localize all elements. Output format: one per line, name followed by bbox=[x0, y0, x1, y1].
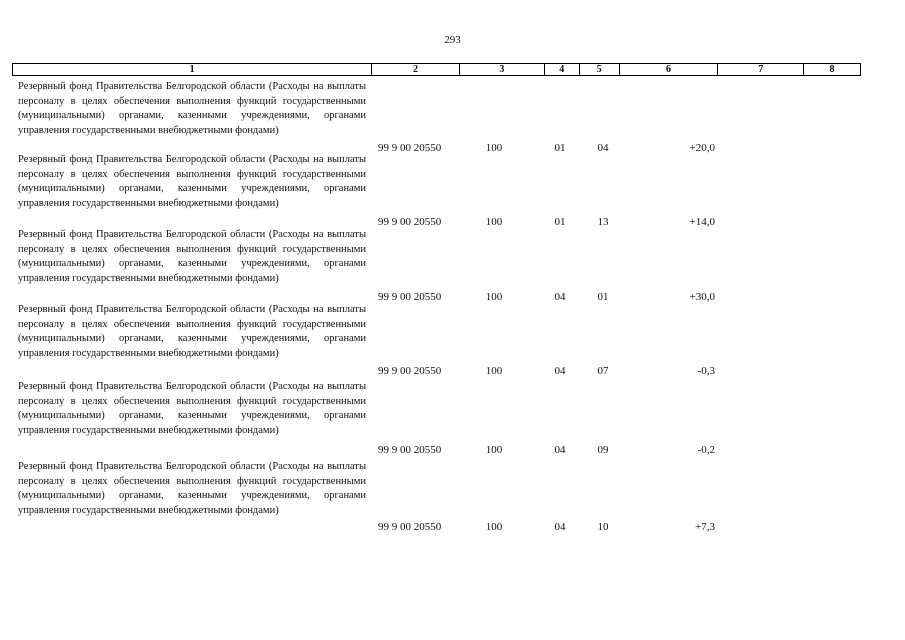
row-description: Резервный фонд Правительства Белгородской области (Расходы на выплаты персоналу в целях обеспечения выполнения функций государственными (муниципальными) органами, казенными учреждениями, органами управления государственными внебюджетными фондами) bbox=[18, 229, 366, 284]
header-col-7: 7 bbox=[718, 64, 804, 75]
row-target-code: 99 9 00 20550 bbox=[378, 444, 442, 456]
row-sum: +14,0 bbox=[689, 216, 715, 228]
row-subsection: 10 bbox=[597, 521, 609, 533]
row-description: Резервный фонд Правительства Белгородской области (Расходы на выплаты персоналу в целях обеспечения выполнения функций государственными (муниципальными) органами, казенными учреждениями, органами управления государственными внебюджетными фондами) bbox=[18, 461, 366, 516]
row-subsection: 09 bbox=[597, 444, 609, 456]
row-target-code: 99 9 00 20550 bbox=[378, 521, 442, 533]
header-col-8: 8 bbox=[829, 64, 835, 75]
header-col-4: 4 bbox=[545, 64, 580, 75]
row-section: 01 bbox=[554, 216, 566, 228]
row-expense-type: 100 bbox=[485, 365, 503, 377]
row-expense-type: 100 bbox=[485, 216, 503, 228]
header-col-2: 2 bbox=[372, 64, 460, 75]
row-section: 04 bbox=[554, 444, 566, 456]
row-sum: +30,0 bbox=[689, 291, 715, 303]
row-sum: +7,3 bbox=[695, 521, 715, 533]
row-section: 04 bbox=[554, 521, 566, 533]
row-sum: -0,3 bbox=[697, 365, 715, 377]
row-target-code: 99 9 00 20550 bbox=[378, 365, 442, 377]
row-subsection: 04 bbox=[597, 142, 609, 154]
row-section: 01 bbox=[554, 142, 566, 154]
row-description: Резервный фонд Правительства Белгородской области (Расходы на выплаты персоналу в целях обеспечения выполнения функций государственными (муниципальными) органами, казенными учреждениями, органами управления государственными внебюджетными фондами) bbox=[18, 81, 366, 136]
table-header bbox=[12, 63, 861, 76]
row-expense-type: 100 bbox=[485, 444, 503, 456]
row-description: Резервный фонд Правительства Белгородской области (Расходы на выплаты персоналу в целях обеспечения выполнения функций государственными (муниципальными) органами, казенными учреждениями, органами управления государственными внебюджетными фондами) bbox=[18, 381, 366, 436]
row-expense-type: 100 bbox=[485, 291, 503, 303]
row-subsection: 01 bbox=[597, 291, 609, 303]
row-target-code: 99 9 00 20550 bbox=[378, 291, 442, 303]
header-col-1: 1 bbox=[13, 64, 372, 75]
row-description: Резервный фонд Правительства Белгородской области (Расходы на выплаты персоналу в целях обеспечения выполнения функций государственными (муниципальными) органами, казенными учреждениями, органами управления государственными внебюджетными фондами) bbox=[18, 304, 366, 359]
row-sum: -0,2 bbox=[697, 444, 715, 456]
header-col-6: 6 bbox=[620, 64, 719, 75]
row-sum: +20,0 bbox=[689, 142, 715, 154]
row-target-code: 99 9 00 20550 bbox=[378, 216, 442, 228]
row-expense-type: 100 bbox=[485, 142, 503, 154]
row-description: Резервный фонд Правительства Белгородской области (Расходы на выплаты персоналу в целях обеспечения выполнения функций государственными (муниципальными) органами, казенными учреждениями, органами управления государственными внебюджетными фондами) bbox=[18, 154, 366, 209]
header-col-3: 3 bbox=[460, 64, 545, 75]
row-subsection: 07 bbox=[597, 365, 609, 377]
header-col-5: 5 bbox=[580, 64, 620, 75]
row-section: 04 bbox=[554, 291, 566, 303]
row-section: 04 bbox=[554, 365, 566, 377]
row-expense-type: 100 bbox=[485, 521, 503, 533]
row-subsection: 13 bbox=[597, 216, 609, 228]
page-number: 293 bbox=[444, 34, 461, 46]
row-target-code: 99 9 00 20550 bbox=[378, 142, 442, 154]
